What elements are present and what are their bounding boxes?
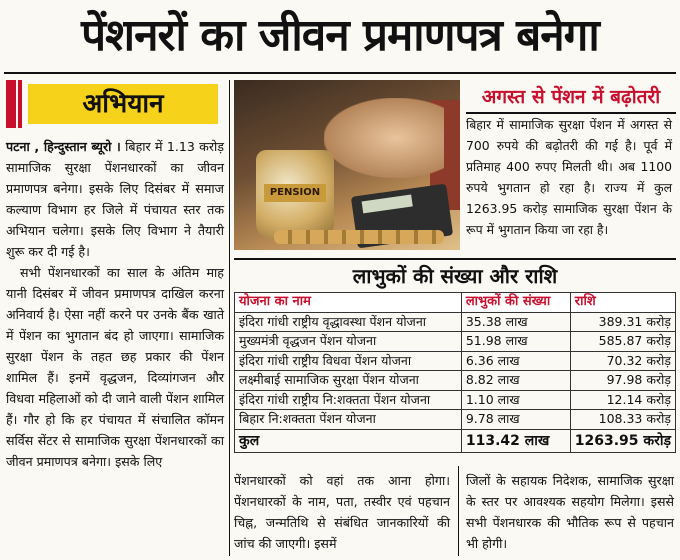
scheme-name: बिहार नि:शक्तता पेंशन योजना (235, 410, 462, 430)
left-para-2: सभी पेंशनधारकों का साल के अंतिम माह यानी दिसंबर में जीवन प्रमाणपत्र दाखिल करना अनिवार्य है। ऐसा नहीं करने पर उनके बैंक खाते में पेंशन का भुगतान बंद हो जाएगा। सामाजिक सुरक्षा पेंशन के तहत छह प्रकार की पेंशन शामिल हैं। इनमें वृद्धजन, दिव्यांगजन और विधवा महिलाओं को दी जाने वाली पेंशन शामिल हैं। गौर हो कि हर पंचायत में संचालित कॉमन सर्विस सेंटर से सामाजिक सुरक्षा पेंशनधारकों का जीवन प्रमाणपत्र बनेगा। इसके लिए (6, 265, 224, 469)
table-row (235, 390, 676, 410)
table-row (235, 332, 676, 352)
bottom-middle-column: पेंशनधारकों को वहां तक आना होगा। पेंशनधारकों के नाम, पता, तस्वीर एवं पहचान चिह्न, जन्मतिथि से संबंधित जानकारियों की जांच की जाएगी। इसमें (234, 473, 450, 551)
headline-rule (4, 72, 676, 74)
table-row (235, 312, 676, 332)
beneficiary-table (234, 292, 676, 453)
photo-hand (324, 98, 444, 178)
amount: 97.98 करोड़ (570, 371, 675, 391)
amount: 389.31 करोड़ (570, 312, 675, 332)
beneficiary-count: 1.10 लाख (461, 390, 570, 410)
amount: 585.87 करोड़ (570, 332, 675, 352)
sidebar-title: अगस्त से पेंशन में बढ़ोतरी (466, 84, 676, 114)
scheme-name: इंदिरा गांधी राष्ट्रीय नि:शक्तता पेंशन योजना (235, 390, 462, 410)
amount: 108.33 करोड़ (570, 410, 675, 430)
header-amount: राशि (570, 293, 675, 313)
total-label: कुल (235, 429, 462, 452)
sidebar-body: बिहार में सामाजिक सुरक्षा पेंशन में अगस्त से 700 रुपये की बढ़ोतरी की गई है। पूर्व में प्रतिमाह 400 रुपए मिलती थी। अब 1100 रुपये भुगतान हो रहा है। राज्य में कुल 1263.95 करोड़ सामाजिक सुरक्षा पेंशन के रूप में भुगतान किया जा रहा है। (466, 117, 672, 237)
section-tag (6, 80, 224, 128)
photo-coins (274, 230, 444, 244)
photo-jar-label: PENSION (264, 184, 326, 202)
header-count: लाभुकों की संख्या (461, 293, 570, 313)
table-title: लाभुकों की संख्या और राशि (234, 262, 676, 290)
column-divider-left (229, 80, 230, 556)
beneficiary-count: 35.38 लाख (461, 312, 570, 332)
table-row (235, 351, 676, 371)
scheme-name: लक्ष्मीबाई सामाजिक सुरक्षा पेंशन योजना (235, 371, 462, 391)
table-total-row (235, 429, 676, 452)
amount: 70.32 करोड़ (570, 351, 675, 371)
pension-photo (234, 80, 460, 250)
calculator-screen (362, 195, 413, 214)
table-row (235, 371, 676, 391)
table-top-rule (234, 258, 676, 260)
header-scheme: योजना का नाम (235, 293, 462, 313)
total-count: 113.42 लाख (461, 429, 570, 452)
amount: 12.14 करोड़ (570, 390, 675, 410)
beneficiary-count: 51.98 लाख (461, 332, 570, 352)
dateline: पटना , हिन्दुस्तान ब्यूरो । (6, 139, 121, 154)
scheme-name: इंदिरा गांधी राष्ट्रीय वृद्धावस्था पेंशन योजना (235, 312, 462, 332)
total-amount: 1263.95 करोड़ (570, 429, 675, 452)
left-para-1 (6, 136, 224, 262)
beneficiary-count: 8.82 लाख (461, 371, 570, 391)
beneficiary-count: 9.78 लाख (461, 410, 570, 430)
tag-red-bar (6, 80, 16, 128)
bottom-right-column: जिलों के सहायक निदेशक, सामाजिक सुरक्षा के स्तर पर आवश्यक सहयोग मिलेगा। इससे सभी पेंशनधारक की भौतिक रूप से पहचान भी होगी। (466, 473, 674, 551)
scheme-name: मुख्यमंत्री वृद्धजन पेंशन योजना (235, 332, 462, 352)
left-para-1-text: बिहार में 1.13 करोड़ सामाजिक सुरक्षा पेंशनधारकों का जीवन प्रमाणपत्र बनेगा। इसके लिए दिसंबर में समाज कल्याण विभाग हर जिले में पंचायत स्तर तक अभियान चलेगा। इसके लिए विभाग ने तैयारी शुरू कर दी गई है। (6, 139, 224, 259)
scheme-name: इंदिरा गांधी राष्ट्रीय विधवा पेंशन योजना (235, 351, 462, 371)
beneficiary-count: 6.36 लाख (461, 351, 570, 371)
headline: पेंशनरों का जीवन प्रमाणपत्र बनेगा (81, 10, 599, 61)
table-header-row (235, 293, 676, 313)
column-divider-right (458, 466, 459, 556)
left-column (6, 136, 224, 472)
tag-label: अभियान (28, 84, 218, 124)
table-row (235, 410, 676, 430)
tag-red-strip (18, 80, 22, 128)
